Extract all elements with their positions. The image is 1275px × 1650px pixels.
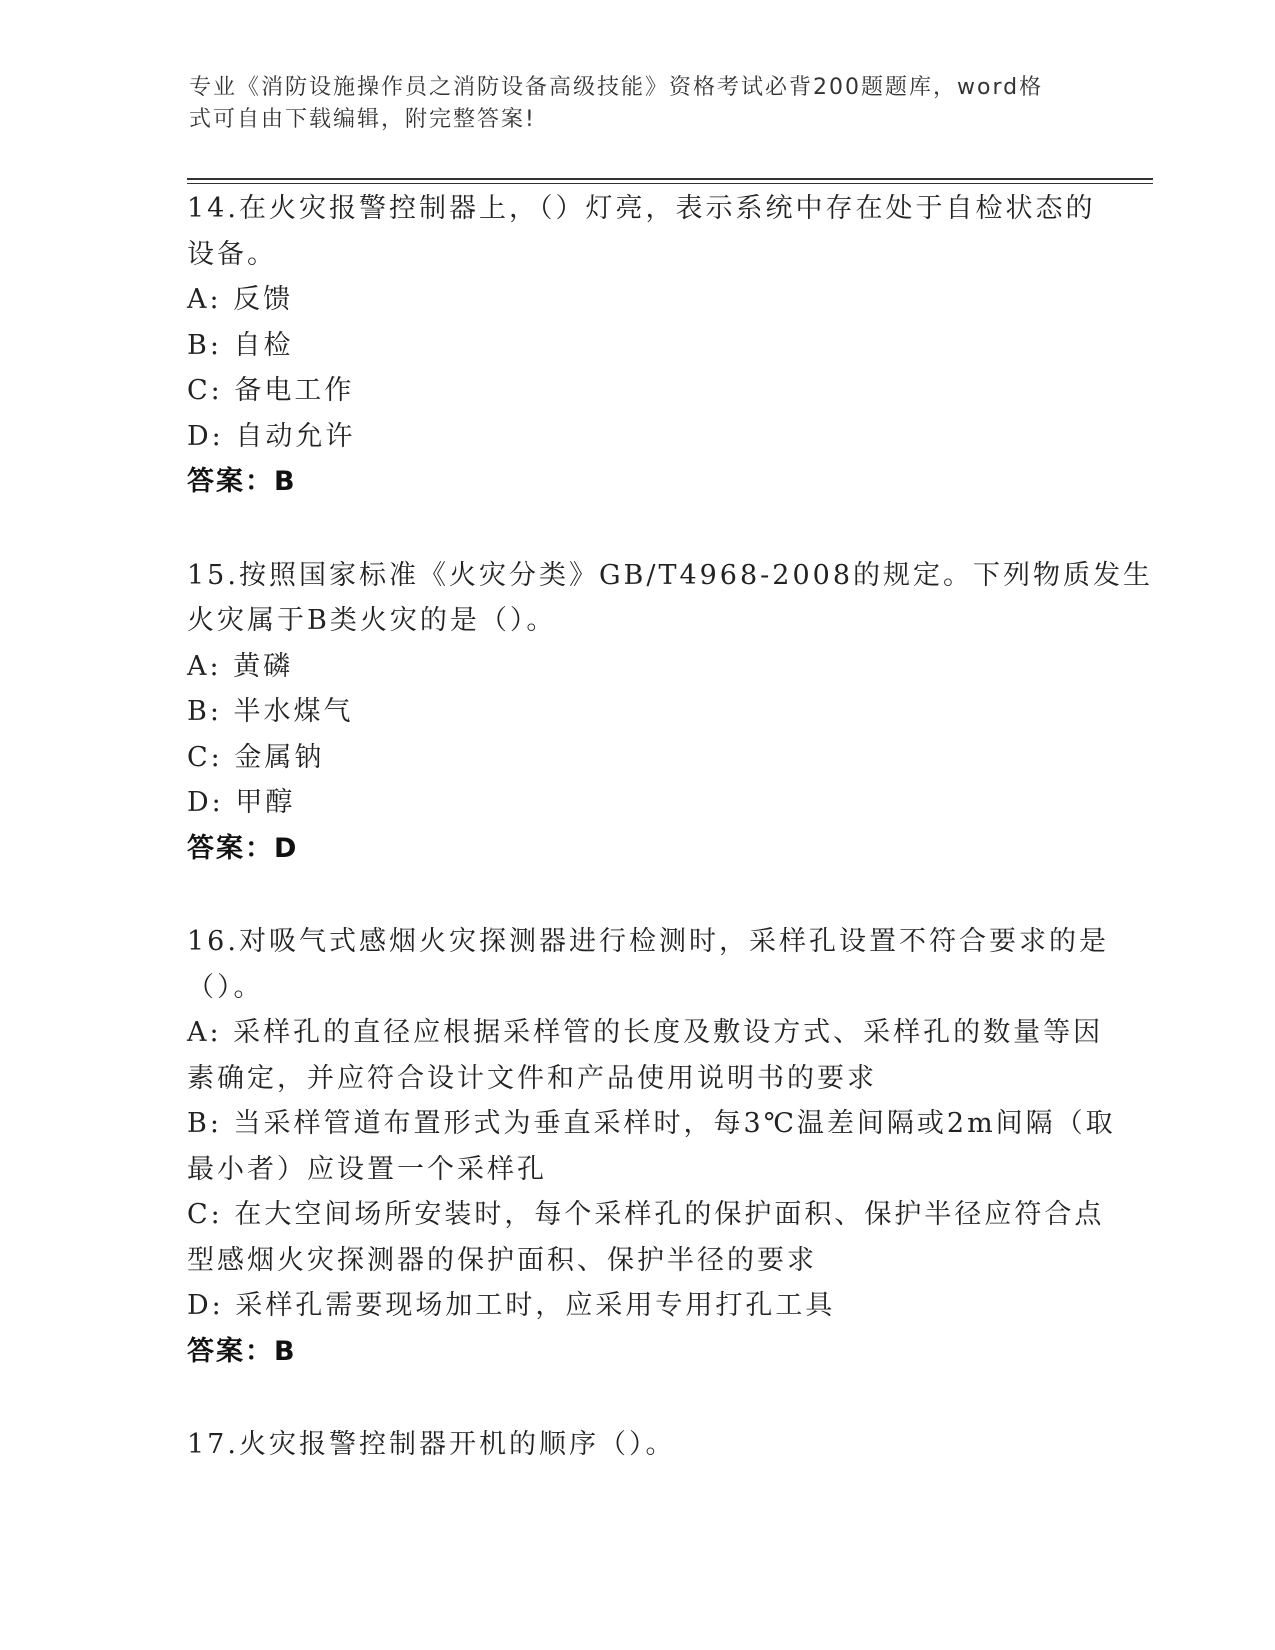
header-divider-thick — [187, 178, 1153, 180]
option-d: D: 甲醇 — [187, 787, 296, 818]
option-b: B: 半水煤气 — [187, 696, 354, 727]
question-stem-line: 17.火灾报警控制器开机的顺序（）。 — [187, 1429, 676, 1460]
option-a: A: 反馈 — [187, 284, 294, 315]
option-c: C: 备电工作 — [187, 375, 355, 406]
question-stem-line: 设备。 — [187, 238, 277, 270]
question-stem-line: 火灾属于B类火灾的是（）。 — [187, 605, 557, 636]
answer-label: 答案：B — [187, 1335, 297, 1367]
document-header — [189, 72, 1089, 136]
option-c-continued: 型感烟火灾探测器的保护面积、保护半径的要求 — [187, 1244, 817, 1276]
header-line-2: 式可自由下载编辑，附完整答案! — [189, 107, 536, 132]
option-b: B: 自检 — [187, 329, 294, 361]
option-a: A: 采样孔的直径应根据采样管的长度及敷设方式、采样孔的数量等因 — [187, 1017, 1104, 1048]
question-14 — [187, 186, 1096, 505]
option-a: A: 黄磷 — [187, 650, 294, 682]
option-d: D: 采样孔需要现场加工时，应采用专用打孔工具 — [187, 1290, 836, 1321]
header-divider-thin — [187, 183, 1153, 184]
question-list — [187, 186, 1154, 1516]
answer-label: 答案：B — [187, 466, 297, 497]
option-a-continued: 素确定，并应符合设计文件和产品使用说明书的要求 — [187, 1062, 877, 1094]
header-line-1: 专业《消防设施操作员之消防设备高级技能》资格考试必背200题题库，word格 — [189, 75, 1044, 100]
option-c: C: 在大空间场所安装时，每个采样孔的保护面积、保护半径应符合点 — [187, 1199, 1105, 1230]
option-b: B: 当采样管道布置形式为垂直采样时，每3℃温差间隔或2m间隔（取 — [187, 1108, 1116, 1139]
question-17 — [187, 1422, 1087, 1468]
option-d: D: 自动允许 — [187, 420, 356, 452]
question-stem-line: 15.按照国家标准《火灾分类》GB/T4968-2008的规定。下列物质发生 — [187, 559, 1154, 591]
question-16 — [187, 919, 1116, 1374]
question-stem-line: 16.对吸气式感烟火灾探测器进行检测时，采样孔设置不符合要求的是 — [187, 926, 1109, 957]
question-stem-line: 14.在火灾报警控制器上，（）灯亮，表示系统中存在处于自检状态的 — [187, 193, 1096, 224]
option-c: C: 金属钠 — [187, 741, 325, 773]
answer-label: 答案：D — [187, 832, 299, 864]
question-15 — [187, 553, 1154, 872]
option-b-continued: 最小者）应设置一个采样孔 — [187, 1153, 547, 1185]
question-stem-line: （）。 — [187, 971, 264, 1003]
